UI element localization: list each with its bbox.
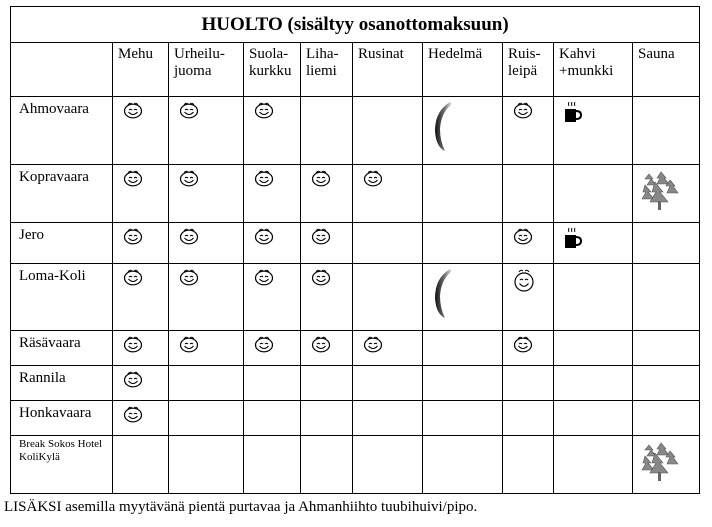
row-label: Kopravaara <box>11 165 113 223</box>
smiley-icon <box>513 335 533 353</box>
table-cell <box>423 366 503 401</box>
sauna-tree-icon <box>639 170 681 212</box>
column-header-line: Ruis- <box>508 46 541 62</box>
smiley-icon <box>179 169 199 187</box>
table-title: HUOLTO (sisältyy osanottomaksuun) <box>11 7 700 43</box>
table-cell <box>633 331 700 366</box>
banana-icon <box>431 101 457 153</box>
table-cell <box>503 165 554 223</box>
table-row <box>11 223 700 264</box>
table-cell <box>554 97 633 165</box>
header-corner <box>11 43 113 97</box>
column-header-line: Kahvi <box>559 46 596 62</box>
table-cell <box>113 436 169 494</box>
table-cell <box>113 331 169 366</box>
table-cell <box>353 366 423 401</box>
smiley-icon <box>254 268 274 286</box>
table-cell <box>554 331 633 366</box>
table-cell <box>169 97 244 165</box>
coffee-cup-icon <box>564 101 582 123</box>
table-cell <box>633 165 700 223</box>
table-cell <box>244 366 301 401</box>
table-cell <box>633 223 700 264</box>
table-cell <box>503 264 554 331</box>
column-header-line: +munkki <box>559 63 614 79</box>
table-cell <box>633 97 700 165</box>
table-cell <box>244 436 301 494</box>
column-header <box>633 43 700 97</box>
table-cell <box>554 366 633 401</box>
header-row <box>11 43 700 97</box>
table-cell <box>423 436 503 494</box>
table-cell <box>113 223 169 264</box>
column-header <box>244 43 301 97</box>
banana-icon <box>431 268 457 320</box>
title-row <box>11 7 700 43</box>
row-label: Rannila <box>11 366 113 401</box>
table-row <box>11 331 700 366</box>
smiley-icon <box>179 101 199 119</box>
table-cell <box>353 223 423 264</box>
table-cell <box>503 401 554 436</box>
column-header-line: liemi <box>306 63 337 79</box>
table-cell <box>503 366 554 401</box>
table-cell <box>423 97 503 165</box>
table-cell <box>633 436 700 494</box>
table-cell <box>423 264 503 331</box>
table-cell <box>169 264 244 331</box>
row-label: Räsävaara <box>11 331 113 366</box>
table-cell <box>503 223 554 264</box>
table-cell <box>244 165 301 223</box>
table-cell <box>169 401 244 436</box>
table-cell <box>244 97 301 165</box>
smiley-icon <box>311 169 331 187</box>
smiley-icon <box>123 370 143 388</box>
column-header-line: Rusinat <box>358 46 404 62</box>
smiley-icon <box>179 335 199 353</box>
table-row <box>11 264 700 331</box>
table-cell <box>113 97 169 165</box>
table-cell <box>353 331 423 366</box>
table-row <box>11 165 700 223</box>
table-cell <box>423 223 503 264</box>
smiley-face-icon <box>513 268 535 292</box>
smiley-icon <box>123 227 143 245</box>
smiley-icon <box>311 227 331 245</box>
smiley-icon <box>254 101 274 119</box>
column-header-line: Hedelmä <box>428 46 483 62</box>
smiley-icon <box>254 169 274 187</box>
table-cell <box>301 223 353 264</box>
smiley-icon <box>363 169 383 187</box>
table-row <box>11 436 700 494</box>
table-cell <box>113 401 169 436</box>
smiley-icon <box>123 335 143 353</box>
coffee-cup-icon <box>564 227 582 249</box>
smiley-icon <box>311 335 331 353</box>
column-header <box>423 43 503 97</box>
table-cell <box>423 165 503 223</box>
row-label: Honkavaara <box>11 401 113 436</box>
table-cell <box>633 264 700 331</box>
table-cell <box>353 264 423 331</box>
table-cell <box>423 401 503 436</box>
smiley-icon <box>123 268 143 286</box>
table-cell <box>301 331 353 366</box>
column-header-line: juoma <box>174 63 212 79</box>
column-header <box>353 43 423 97</box>
smiley-icon <box>254 227 274 245</box>
smiley-icon <box>123 169 143 187</box>
table-cell <box>353 436 423 494</box>
table-cell <box>113 366 169 401</box>
table-cell <box>113 264 169 331</box>
row-label: Ahmovaara <box>11 97 113 165</box>
column-header-line: leipä <box>508 63 538 79</box>
column-header <box>503 43 554 97</box>
table-cell <box>169 366 244 401</box>
table-cell <box>301 436 353 494</box>
table-cell <box>554 436 633 494</box>
smiley-icon <box>513 101 533 119</box>
table-cell <box>503 331 554 366</box>
table-cell <box>244 223 301 264</box>
smiley-icon <box>123 405 143 423</box>
table-cell <box>169 436 244 494</box>
table-cell <box>301 366 353 401</box>
table-cell <box>554 223 633 264</box>
table-cell <box>633 366 700 401</box>
table-cell <box>353 165 423 223</box>
table-cell <box>301 165 353 223</box>
smiley-icon <box>513 227 533 245</box>
service-table <box>10 6 700 494</box>
column-header-line: Suola- <box>249 46 289 62</box>
smiley-icon <box>123 101 143 119</box>
table-cell <box>169 331 244 366</box>
table-cell <box>353 97 423 165</box>
table-cell <box>633 401 700 436</box>
column-header-line: Liha- <box>306 46 339 62</box>
column-header-line: kurkku <box>249 63 292 79</box>
table-cell <box>301 264 353 331</box>
smiley-icon <box>254 335 274 353</box>
table-cell <box>301 401 353 436</box>
table-cell <box>554 165 633 223</box>
table-row <box>11 97 700 165</box>
table-cell <box>423 331 503 366</box>
table-cell <box>503 436 554 494</box>
row-label: Jero <box>11 223 113 264</box>
column-header-line: Urheilu- <box>174 46 225 62</box>
smiley-icon <box>179 227 199 245</box>
column-header <box>554 43 633 97</box>
row-label: Loma-Koli <box>11 264 113 331</box>
column-header-line: Sauna <box>638 46 675 62</box>
table-cell <box>353 401 423 436</box>
row-label: Break Sokos Hotel KoliKylä <box>11 436 113 494</box>
table-cell <box>244 264 301 331</box>
table-cell <box>503 97 554 165</box>
table-row <box>11 401 700 436</box>
column-header-line: Mehu <box>118 46 153 62</box>
column-header <box>169 43 244 97</box>
table-cell <box>113 165 169 223</box>
footnote: LISÄKSI asemilla myytävänä pientä purtavaa ja Ahmanhiihto tuubihuivi/pipo. <box>4 499 478 515</box>
column-header <box>301 43 353 97</box>
table-cell <box>554 264 633 331</box>
table-cell <box>301 97 353 165</box>
column-header <box>113 43 169 97</box>
smiley-icon <box>179 268 199 286</box>
table-row <box>11 366 700 401</box>
table-cell <box>169 223 244 264</box>
smiley-icon <box>363 335 383 353</box>
table-cell <box>244 401 301 436</box>
table-cell <box>169 165 244 223</box>
smiley-icon <box>311 268 331 286</box>
table-cell <box>244 331 301 366</box>
table-cell <box>554 401 633 436</box>
sauna-tree-icon <box>639 441 681 483</box>
